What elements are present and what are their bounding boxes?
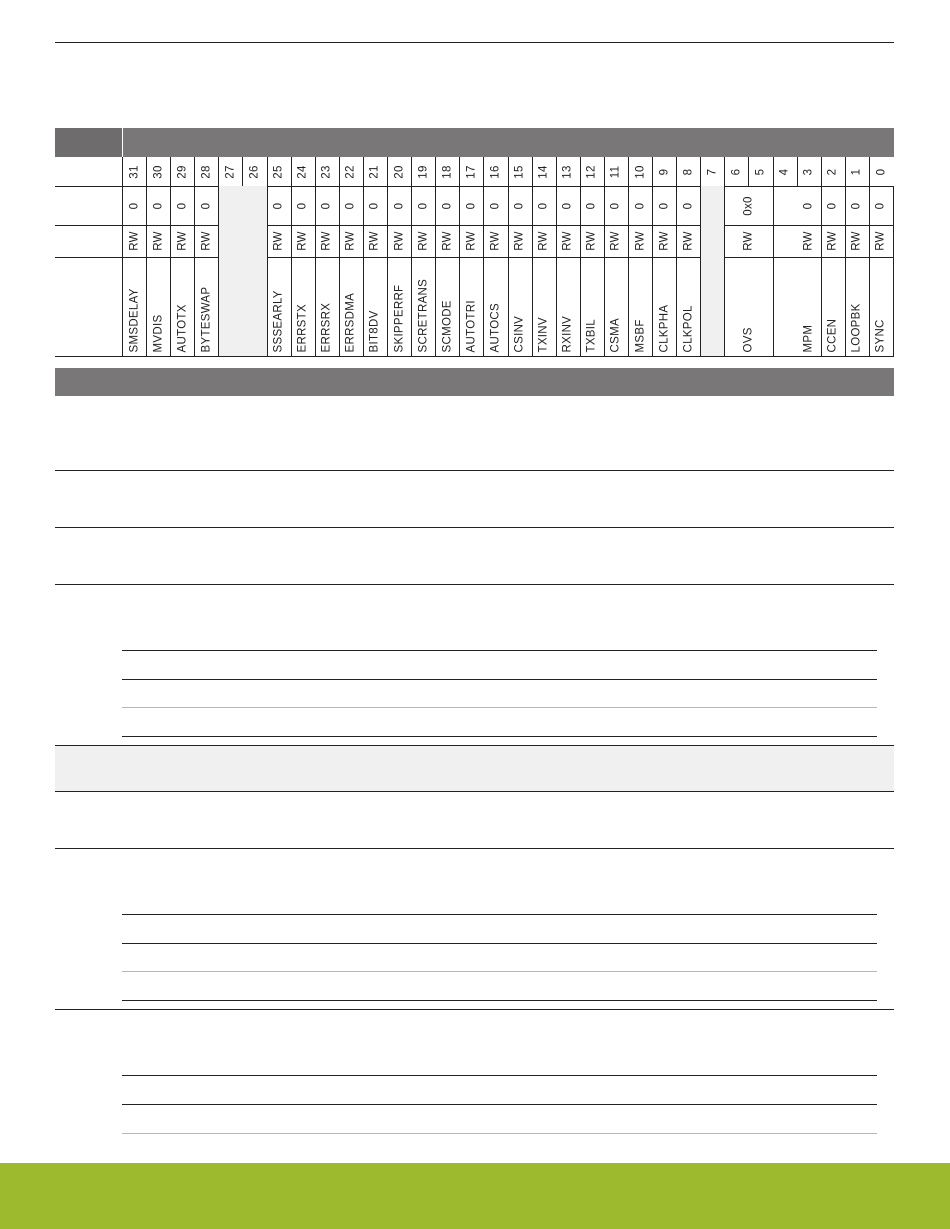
- bit-number-cell: [243, 157, 267, 186]
- field-name: SCMODE: [441, 299, 454, 352]
- bit-number: 8: [681, 168, 694, 175]
- access-type: RW: [175, 231, 188, 251]
- bit-number: 16: [489, 164, 502, 179]
- reset-value-cell: [798, 186, 822, 225]
- access-cell: [822, 225, 846, 257]
- field-name: MPM: [802, 324, 815, 352]
- access-cell: [798, 225, 822, 257]
- reset-value-cell: [412, 186, 436, 225]
- bit-number-cell: [460, 157, 484, 186]
- enum-table-rule: [122, 679, 877, 680]
- ovs-name-cell: [725, 257, 773, 356]
- field-name-cell: [629, 257, 653, 356]
- bit-number-cell: [798, 157, 822, 186]
- field-name-cell: [316, 257, 340, 356]
- bit-number-cell: [581, 157, 605, 186]
- field-name-cell: [533, 257, 557, 356]
- access-type: RW: [874, 231, 887, 251]
- reset-value-cell: [460, 186, 484, 225]
- ovs-access-cell: [725, 225, 773, 257]
- bit-number-cell: [316, 157, 340, 186]
- reset-value: 0: [561, 202, 574, 209]
- field-name-cell: [557, 257, 581, 356]
- enum-table-rule: [122, 1075, 877, 1076]
- field-name: ERRSDMA: [344, 292, 357, 352]
- bit-number: 21: [368, 164, 381, 179]
- field-name: LOOPBK: [850, 302, 863, 352]
- access-cell: [677, 225, 701, 257]
- reset-value-cell: [581, 186, 605, 225]
- page-top-rule: [55, 42, 894, 43]
- bit-number-cell: [822, 157, 846, 186]
- bit-number-cell: [412, 157, 436, 186]
- register-table-header-left: [55, 128, 122, 157]
- access-type: RW: [826, 231, 839, 251]
- access-cell: [412, 225, 436, 257]
- enum-table-rule: [122, 736, 877, 737]
- reset-value-cell: [870, 186, 894, 225]
- access-type: RW: [489, 231, 502, 251]
- field-name-cell: [292, 257, 316, 356]
- bit-number-cell: [292, 157, 316, 186]
- reset-value: 0: [392, 202, 405, 209]
- reset-value: 0: [368, 202, 381, 209]
- reset-value-cell: [171, 186, 195, 225]
- reset-value: 0: [320, 202, 333, 209]
- field-name-cell: [171, 257, 195, 356]
- bit-number: 29: [175, 164, 188, 179]
- row-separator: [55, 584, 894, 585]
- reset-value: 0: [441, 202, 454, 209]
- row-separator: [55, 1009, 894, 1010]
- field-name-cell: [460, 257, 484, 356]
- field-description-header: [55, 368, 894, 396]
- bit-number: 7: [706, 168, 719, 175]
- field-name-cell: [870, 257, 894, 356]
- reserved-row: [55, 746, 894, 791]
- access-cell: [581, 225, 605, 257]
- bit-number-cell: [268, 157, 292, 186]
- access-type: RW: [392, 231, 405, 251]
- enum-table-rule: [122, 707, 877, 708]
- bit-number: 4: [778, 168, 791, 175]
- field-name-cell: [268, 257, 292, 356]
- access-type: RW: [441, 231, 454, 251]
- access-cell: [460, 225, 484, 257]
- access-type: RW: [200, 231, 213, 251]
- access-cell: [509, 225, 533, 257]
- access-type: RW: [368, 231, 381, 251]
- reset-value: 0: [657, 202, 670, 209]
- reset-value: 0: [585, 202, 598, 209]
- access-cell: [364, 225, 388, 257]
- reset-value: 0: [513, 202, 526, 209]
- access-type: RW: [465, 231, 478, 251]
- field-name: CSINV: [513, 315, 526, 352]
- bit-number: 26: [248, 164, 261, 179]
- ovs-access-type: RW: [742, 231, 755, 251]
- access-type: RW: [296, 231, 309, 251]
- field-name-cell: [436, 257, 460, 356]
- field-name-cell: [195, 257, 219, 356]
- reset-value-cell: [123, 186, 147, 225]
- bit-number: 20: [392, 164, 405, 179]
- reset-value-cell: [533, 186, 557, 225]
- reset-value: 0: [874, 202, 887, 209]
- bit-number: 27: [224, 164, 237, 179]
- bit-number: 1: [850, 168, 863, 175]
- reset-value-cell: [388, 186, 412, 225]
- bit-number: 31: [127, 164, 140, 179]
- field-name-cell: [412, 257, 436, 356]
- field-name: AUTOCS: [489, 302, 502, 352]
- field-name: TXINV: [537, 316, 550, 352]
- row-separator: [55, 791, 894, 792]
- access-cell: [557, 225, 581, 257]
- field-name: BIT8DV: [368, 309, 381, 352]
- reset-value-cell: [846, 186, 870, 225]
- field-name-cell: [364, 257, 388, 356]
- access-type: RW: [561, 231, 574, 251]
- access-cell: [292, 225, 316, 257]
- access-type: RW: [633, 231, 646, 251]
- field-name: TXBIL: [585, 318, 598, 352]
- reset-value: 0: [681, 202, 694, 209]
- reset-value: 0: [200, 202, 213, 209]
- bit-number-cell: [774, 157, 798, 186]
- bit-number-cell: [364, 157, 388, 186]
- row-divider-name: [55, 356, 894, 357]
- access-type: RW: [127, 231, 140, 251]
- reset-value: 0: [416, 202, 429, 209]
- field-name-cell: [340, 257, 364, 356]
- bit-number: 11: [609, 165, 622, 178]
- access-cell: [653, 225, 677, 257]
- reset-value: 0: [465, 202, 478, 209]
- bit-number-cell: [219, 157, 243, 186]
- bit-number-cell: [749, 157, 773, 186]
- access-type: RW: [585, 231, 598, 251]
- access-cell: [147, 225, 171, 257]
- field-name: SCRETRANS: [417, 278, 430, 352]
- enum-table-rule: [122, 1104, 877, 1105]
- bit-number: 10: [633, 164, 646, 179]
- reset-value-cell: [268, 186, 292, 225]
- access-type: RW: [320, 231, 333, 251]
- reset-value-cell: [605, 186, 629, 225]
- reset-value-cell: [629, 186, 653, 225]
- enum-table-rule: [122, 943, 877, 944]
- field-name: RXINV: [561, 315, 574, 352]
- access-type: RW: [609, 231, 622, 251]
- bit-number: 3: [802, 168, 815, 175]
- bit-number-cell: [484, 157, 508, 186]
- reset-value: 0: [850, 202, 863, 209]
- access-cell: [484, 225, 508, 257]
- access-type: RW: [850, 231, 863, 251]
- bit-number-cell: [340, 157, 364, 186]
- reserved-cell: [219, 257, 267, 356]
- bit-number-cell: [436, 157, 460, 186]
- bit-number: 2: [826, 168, 839, 175]
- bit-number-cell: [123, 157, 147, 186]
- reset-value: 0: [609, 202, 622, 209]
- access-cell: [171, 225, 195, 257]
- reset-value-cell: [822, 186, 846, 225]
- bit-number-cell: [725, 157, 749, 186]
- ovs-reset-value: 0x0: [742, 195, 755, 216]
- bit-number: 23: [320, 164, 333, 179]
- reset-value-cell: [677, 186, 701, 225]
- bit-number-cell: [605, 157, 629, 186]
- reset-value-cell: [292, 186, 316, 225]
- bit-number: 6: [730, 168, 743, 175]
- access-cell: [533, 225, 557, 257]
- ovs-reset-cell: [725, 186, 773, 225]
- reset-value: 0: [489, 202, 502, 209]
- bit-number: 22: [344, 164, 357, 179]
- reset-value-cell: [195, 186, 219, 225]
- field-name-cell: [123, 257, 147, 356]
- reset-value-cell: [509, 186, 533, 225]
- field-name: MVDIS: [152, 314, 165, 352]
- register-table-header: [123, 128, 894, 157]
- field-name-cell: [822, 257, 846, 356]
- reset-value: 0: [802, 202, 815, 209]
- bit-number: 13: [561, 164, 574, 179]
- field-name: CSMA: [609, 317, 622, 352]
- field-name: CLKPOL: [682, 304, 695, 352]
- bit-number-cell: [846, 157, 870, 186]
- bit-number: 17: [465, 164, 478, 179]
- field-name-cell: [388, 257, 412, 356]
- bit-number: 0: [875, 168, 888, 175]
- reset-value-cell: [653, 186, 677, 225]
- reset-value-cell: [340, 186, 364, 225]
- reset-value-cell: [364, 186, 388, 225]
- bit-number: 28: [200, 164, 213, 179]
- bit-number: 15: [513, 164, 526, 179]
- bit-number: 24: [296, 164, 309, 179]
- field-name-cell: [581, 257, 605, 356]
- reserved-cell: [219, 186, 267, 225]
- bit-number: 12: [585, 164, 598, 179]
- row-separator: [55, 470, 894, 471]
- field-name: AUTOTX: [176, 303, 189, 352]
- access-type: RW: [272, 231, 285, 251]
- bit-number-cell: [533, 157, 557, 186]
- access-cell: [846, 225, 870, 257]
- reserved-cell: [701, 257, 725, 356]
- reset-value: 0: [537, 202, 550, 209]
- access-type: RW: [657, 231, 670, 251]
- access-cell: [605, 225, 629, 257]
- reset-value-cell: [557, 186, 581, 225]
- bit-number: 14: [537, 164, 550, 179]
- access-cell: [870, 225, 894, 257]
- bit-number: 19: [416, 164, 429, 179]
- reset-value: 0: [344, 202, 357, 209]
- access-type: RW: [151, 231, 164, 251]
- access-type: RW: [344, 231, 357, 251]
- access-cell: [436, 225, 460, 257]
- ovs-field-name: OVS: [742, 326, 755, 352]
- field-name-cell: [798, 257, 822, 356]
- reset-value: 0: [826, 202, 839, 209]
- reserved-cell: [219, 225, 267, 257]
- field-name: SYNC: [874, 318, 887, 352]
- reset-value-cell: [436, 186, 460, 225]
- bit-number: 9: [657, 168, 670, 175]
- field-name-cell: [677, 257, 701, 356]
- access-cell: [629, 225, 653, 257]
- access-cell: [195, 225, 219, 257]
- bit-number: 5: [754, 168, 767, 175]
- reserved-cell: [701, 225, 725, 257]
- field-name: CCEN: [826, 318, 839, 352]
- enum-table-rule: [122, 1133, 877, 1134]
- access-type: RW: [537, 231, 550, 251]
- bit-number: 30: [151, 164, 164, 179]
- bit-number-cell: [147, 157, 171, 186]
- field-name-cell: [484, 257, 508, 356]
- field-name-cell: [147, 257, 171, 356]
- access-type: RW: [802, 231, 815, 251]
- field-name: SSSEARLY: [272, 289, 285, 352]
- bit-number-cell: [870, 157, 894, 186]
- access-type: RW: [681, 231, 694, 251]
- bit-number-cell: [509, 157, 533, 186]
- field-name: MSBF: [634, 318, 647, 352]
- enum-table-rule: [122, 1000, 877, 1001]
- row-separator: [55, 848, 894, 849]
- reset-value: 0: [296, 202, 309, 209]
- reset-value: 0: [151, 202, 164, 209]
- access-cell: [388, 225, 412, 257]
- bit-number-cell: [557, 157, 581, 186]
- access-cell: [340, 225, 364, 257]
- reset-value-cell: [316, 186, 340, 225]
- reset-value: 0: [175, 202, 188, 209]
- field-name: SKIPPERRF: [393, 284, 406, 352]
- field-name-cell: [653, 257, 677, 356]
- reset-value: 0: [272, 202, 285, 209]
- enum-table-rule: [122, 914, 877, 915]
- reserved-cell: [701, 186, 725, 225]
- bit-number-cell: [629, 157, 653, 186]
- bit-number-cell: [195, 157, 219, 186]
- page-footer-bar: [0, 1163, 950, 1229]
- bit-number-cell: [388, 157, 412, 186]
- field-name: CLKPHA: [658, 304, 671, 352]
- field-name: ERRSRX: [320, 302, 333, 352]
- reset-value: 0: [633, 202, 646, 209]
- field-name: ERRSTX: [296, 303, 309, 352]
- field-name: BYTESWAP: [200, 286, 213, 352]
- access-cell: [316, 225, 340, 257]
- field-name-cell: [846, 257, 870, 356]
- reset-value-cell: [147, 186, 171, 225]
- field-name-cell: [509, 257, 533, 356]
- field-name-cell: [605, 257, 629, 356]
- field-name: SMSDELAY: [128, 287, 141, 352]
- bit-number-cell: [653, 157, 677, 186]
- reset-value: 0: [127, 202, 140, 209]
- field-name: AUTOTRI: [465, 299, 478, 352]
- bit-number-cell: [171, 157, 195, 186]
- bit-number: 18: [441, 164, 454, 179]
- access-type: RW: [513, 231, 526, 251]
- enum-table-rule: [122, 971, 877, 972]
- reset-value-cell: [484, 186, 508, 225]
- row-separator: [55, 527, 894, 528]
- access-cell: [268, 225, 292, 257]
- enum-table-rule: [122, 650, 877, 651]
- access-type: RW: [416, 231, 429, 251]
- bit-number-cell: [677, 157, 701, 186]
- bit-number-cell: [701, 157, 725, 186]
- access-cell: [123, 225, 147, 257]
- bit-number: 25: [272, 164, 285, 179]
